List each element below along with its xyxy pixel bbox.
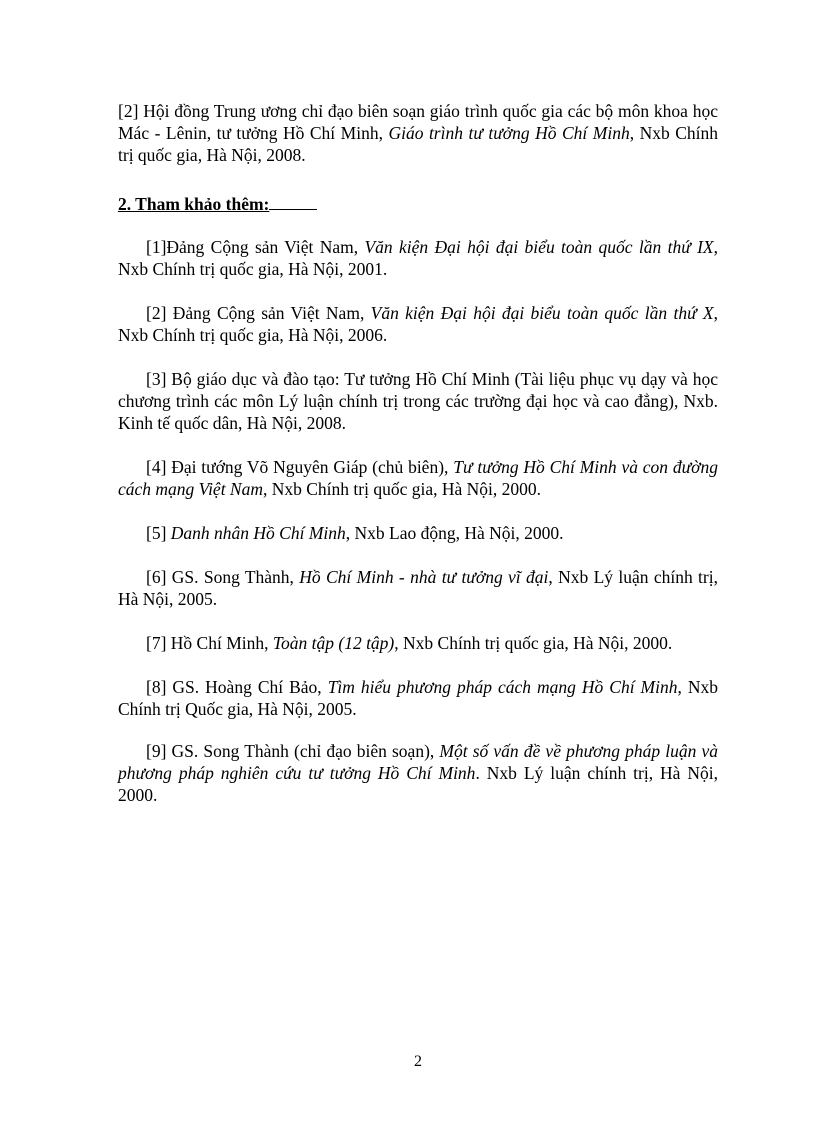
reference-publisher: . Nxb Lý luận chính trị, Hà Nội, 2000. xyxy=(118,763,718,805)
reference-title: Văn kiện Đại hội đại biểu toàn quốc lần thứ IX xyxy=(364,237,714,257)
reference-publisher: , Nxb Lao động, Hà Nội, 2000. xyxy=(345,523,564,543)
heading-underline xyxy=(269,192,317,210)
reference-publisher: , Nxb Chính trị quốc gia, Hà Nội, 2000. xyxy=(263,479,542,499)
reference-item-2 xyxy=(118,302,718,346)
reference-title: Một số vấn đề về phương pháp luận và phương pháp nghiên cứu tư tưởng Hồ Chí Minh xyxy=(118,741,718,783)
main-reference-2 xyxy=(118,100,718,166)
reference-title: Văn kiện Đại hội đại biểu toàn quốc lần thứ X xyxy=(370,303,714,323)
reference-author: [5] xyxy=(146,523,171,543)
reference-author: [8] GS. Hoàng Chí Bảo, xyxy=(146,677,328,697)
reference-item-5 xyxy=(118,522,718,544)
page-number: 2 xyxy=(414,1053,422,1070)
reference-item-9 xyxy=(118,740,718,806)
reference-author: [9] GS. Song Thành (chỉ đạo biên soạn), xyxy=(146,741,440,761)
reference-publisher: , Nxb Chính trị quốc gia, Hà Nội, 2006. xyxy=(118,303,718,345)
reference-item-4 xyxy=(118,456,718,500)
reference-publisher: , Nxb Lý luận chính trị, Hà Nội, 2005. xyxy=(118,567,718,609)
reference-title: Hồ Chí Minh - nhà tư tưởng vĩ đại xyxy=(299,567,549,587)
reference-author: [1]Đảng Cộng sản Việt Nam, xyxy=(146,237,365,257)
reference-text: [2] Hội đồng Trung ương chỉ đạo biên soạn giáo trình quốc gia các bộ môn khoa học Mác - Lênin, tư tưởng Hồ Chí Minh, xyxy=(118,101,718,143)
reference-author: [6] GS. Song Thành, xyxy=(146,567,300,587)
reference-publisher: , Nxb Chính trị quốc gia, Hà Nội, 2001. xyxy=(118,237,718,279)
reference-item-7 xyxy=(118,632,718,654)
reference-author: [4] Đại tướng Võ Nguyên Giáp (chủ biên), xyxy=(146,457,454,477)
reference-author: [7] Hồ Chí Minh, xyxy=(146,633,273,653)
section-heading-text: 2. Tham khảo thêm: xyxy=(118,194,270,214)
reference-publisher: , Nxb Chính trị quốc gia, Hà Nội, 2008. xyxy=(118,123,718,165)
reference-item-8 xyxy=(118,676,718,720)
reference-title: Toàn tập (12 tập) xyxy=(272,633,395,653)
reference-publisher: , Nxb Chính trị quốc gia, Hà Nội, 2000. xyxy=(394,633,673,653)
section-heading xyxy=(118,192,317,215)
reference-item-3 xyxy=(118,368,718,434)
reference-title: Giáo trình tư tưởng Hồ Chí Minh xyxy=(388,123,630,143)
reference-text: [3] Bộ giáo dục và đào tạo: Tư tưởng Hồ Chí Minh (Tài liệu phục vụ dạy và học chương trình các môn Lý luận chính trị trong các trường đại học và cao đẳng), Nxb. Kinh tế quốc dân, Hà Nội, 2008. xyxy=(118,369,718,433)
reference-item-6 xyxy=(118,566,718,610)
reference-author: [2] Đảng Cộng sản Việt Nam, xyxy=(146,303,371,323)
reference-title: Danh nhân Hồ Chí Minh xyxy=(170,523,346,543)
reference-title: Tư tưởng Hồ Chí Minh và con đường cách mạng Việt Nam xyxy=(118,457,718,499)
reference-publisher: , Nxb Chính trị Quốc gia, Hà Nội, 2005. xyxy=(118,677,719,719)
reference-title: Tìm hiểu phương pháp cách mạng Hồ Chí Minh xyxy=(327,677,678,697)
reference-item-1 xyxy=(118,236,718,280)
